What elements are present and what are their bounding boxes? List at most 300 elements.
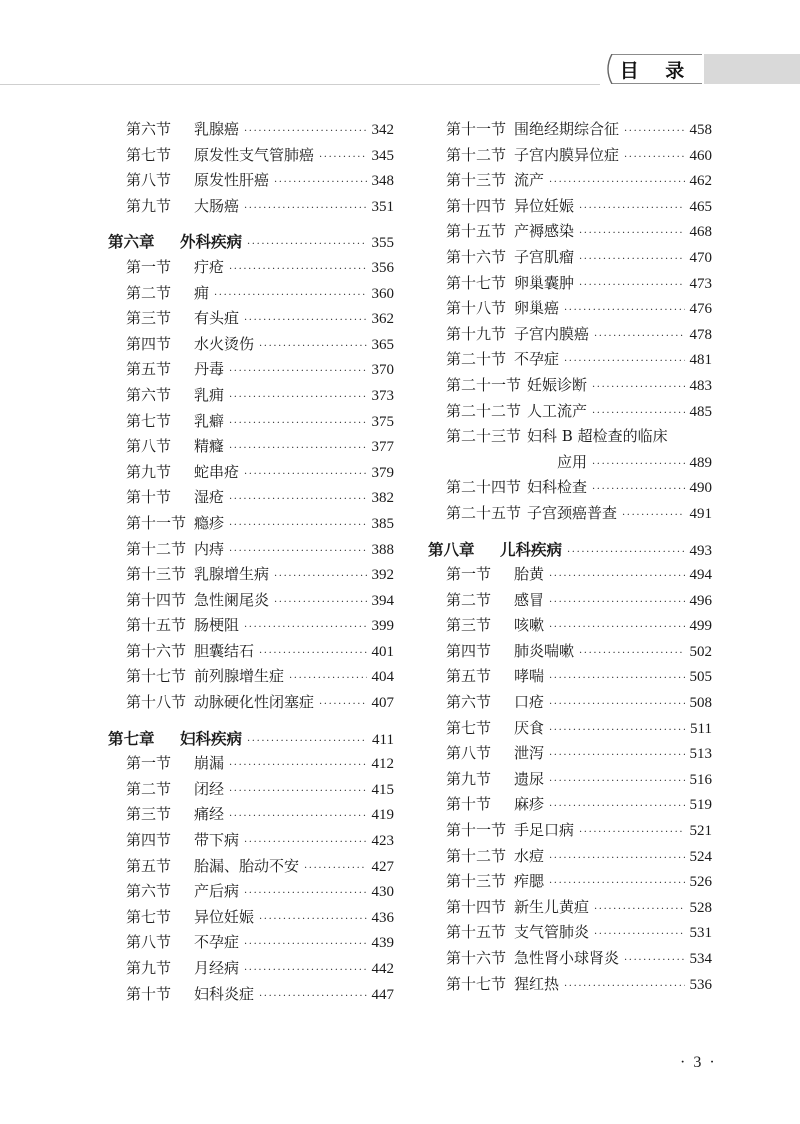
toc-entry-number: 第二十二节 bbox=[446, 401, 522, 420]
toc-entry-number: 第十六节 bbox=[446, 949, 507, 967]
toc-section-row[interactable] bbox=[108, 905, 394, 931]
toc-page-number: 427 bbox=[371, 858, 394, 875]
toc-entry-number: 第一节 bbox=[446, 565, 492, 584]
toc-section-row[interactable] bbox=[428, 869, 712, 895]
toc-page-number: 496 bbox=[689, 592, 712, 609]
toc-entry-title: 新生儿黄疸 bbox=[514, 897, 590, 916]
toc-entry-title: 儿科疾病 bbox=[500, 539, 563, 559]
toc-entry-title: 肺炎喘嗽 bbox=[514, 641, 575, 660]
toc-page-number: 401 bbox=[371, 643, 394, 660]
toc-entry-title: 异位妊娠 bbox=[194, 907, 255, 926]
toc-entry-title: 前列腺增生症 bbox=[194, 667, 285, 686]
toc-entry-number: 第九节 bbox=[126, 196, 172, 215]
toc-section-row[interactable] bbox=[108, 982, 394, 1008]
toc-entry-number: 第十节 bbox=[446, 795, 492, 814]
toc-dot-leader bbox=[259, 984, 366, 1010]
toc-dot-leader bbox=[274, 590, 366, 616]
toc-dot-leader bbox=[549, 743, 684, 769]
toc-entry-number: 第十二节 bbox=[446, 846, 507, 865]
toc-page-number: 351 bbox=[371, 198, 394, 215]
toc-entry-title: 咳嗽 bbox=[514, 616, 545, 635]
toc-entry-number: 第一节 bbox=[126, 754, 172, 773]
toc-page-number: 373 bbox=[371, 387, 394, 404]
toc-entry-number: 第六节 bbox=[126, 882, 172, 901]
toc-page-number: 511 bbox=[690, 720, 712, 737]
toc-entry-title: 泄泻 bbox=[514, 744, 545, 763]
toc-page-number: 423 bbox=[371, 833, 394, 850]
toc-entry-number: 第十七节 bbox=[126, 667, 187, 686]
toc-chapter-group bbox=[428, 537, 712, 998]
toc-page-number: 399 bbox=[371, 618, 394, 635]
toc-entry-number: 第十四节 bbox=[446, 897, 507, 916]
toc-entry-title: 不孕症 bbox=[194, 933, 240, 952]
toc-section-row[interactable] bbox=[108, 664, 394, 690]
toc-entry-number: 第七节 bbox=[126, 411, 172, 430]
toc-page-number: 534 bbox=[689, 951, 712, 967]
toc-page-number: 531 bbox=[689, 925, 712, 942]
toc-page-number: 483 bbox=[689, 377, 712, 394]
toc-page-number: 379 bbox=[371, 464, 394, 481]
header-gray-bar bbox=[704, 54, 800, 84]
toc-entry-number: 第十一节 bbox=[446, 120, 507, 138]
toc-dot-leader bbox=[244, 196, 366, 222]
toc-section-row[interactable] bbox=[428, 895, 712, 921]
toc-entry-number: 第十三节 bbox=[126, 565, 187, 584]
toc-entry-title: 带下病 bbox=[194, 831, 240, 850]
toc-section-row[interactable] bbox=[108, 879, 394, 905]
toc-entry-number: 第十四节 bbox=[126, 590, 187, 609]
toc-section-row[interactable] bbox=[428, 501, 712, 527]
toc-entry-title: 产褥感染 bbox=[514, 222, 575, 241]
toc-continuation-row[interactable] bbox=[428, 450, 712, 476]
toc-page-number: 348 bbox=[371, 173, 394, 190]
toc-dot-leader bbox=[549, 794, 684, 820]
toc-page-number: 519 bbox=[689, 797, 712, 814]
toc-entry-number: 第九节 bbox=[446, 769, 492, 788]
toc-page-number: 493 bbox=[689, 542, 712, 559]
toc-page-number: 355 bbox=[371, 235, 394, 252]
toc-section-row[interactable] bbox=[108, 485, 394, 511]
toc-section-row[interactable] bbox=[428, 399, 712, 425]
toc-section-row[interactable] bbox=[428, 373, 712, 399]
toc-entry-title: 遗尿 bbox=[514, 769, 545, 788]
toc-dot-leader bbox=[624, 948, 684, 974]
toc-entry-number: 第十六节 bbox=[446, 247, 507, 266]
toc-page-number: 412 bbox=[371, 756, 394, 773]
toc-dot-leader bbox=[247, 232, 366, 258]
toc-page-number: 468 bbox=[689, 224, 712, 241]
toc-entry-title: 痈 bbox=[194, 283, 210, 302]
toc-entry-number: 第十五节 bbox=[126, 616, 187, 635]
toc-section-row[interactable] bbox=[108, 854, 394, 880]
page-number: · 3 · bbox=[680, 1054, 717, 1071]
toc-dot-leader bbox=[549, 615, 684, 641]
toc-section-row[interactable] bbox=[428, 245, 712, 271]
toc-page-number: 508 bbox=[689, 695, 712, 712]
toc-section-row[interactable] bbox=[108, 956, 394, 982]
toc-page-number: 505 bbox=[689, 669, 712, 686]
toc-page-number: 478 bbox=[689, 326, 712, 343]
toc-entry-title: 痛经 bbox=[194, 805, 225, 824]
toc-page-number: 470 bbox=[689, 249, 712, 266]
toc-entry-title: 感冒 bbox=[514, 590, 545, 609]
toc-page-number: 388 bbox=[371, 541, 394, 558]
toc-section-row[interactable] bbox=[108, 802, 394, 828]
toc-dot-leader bbox=[247, 729, 367, 755]
toc-entry-number: 第六节 bbox=[446, 693, 492, 712]
toc-entry-title: 手足口病 bbox=[514, 821, 575, 840]
toc-section-row[interactable] bbox=[108, 777, 394, 803]
toc-page-number: 494 bbox=[689, 567, 712, 584]
toc-section-row[interactable] bbox=[428, 475, 712, 501]
toc-section-row[interactable] bbox=[428, 844, 712, 870]
toc-dot-leader bbox=[319, 692, 366, 718]
toc-dot-leader bbox=[244, 881, 366, 907]
toc-entry-title: 乳痈 bbox=[194, 385, 225, 404]
toc-section-row[interactable] bbox=[428, 219, 712, 245]
toc-entry-title: 水火烫伤 bbox=[194, 334, 255, 353]
toc-entry-title: 麻疹 bbox=[514, 795, 545, 814]
toc-entry-number: 第三节 bbox=[446, 616, 492, 635]
toc-entry-number: 第五节 bbox=[126, 856, 172, 875]
toc-section-row[interactable] bbox=[428, 296, 712, 322]
toc-entry-number: 第二十一节 bbox=[446, 375, 522, 394]
toc-page-number: 430 bbox=[371, 884, 394, 901]
toc-dot-leader bbox=[594, 897, 684, 923]
toc-page-number: 392 bbox=[371, 567, 394, 584]
toc-entry-number: 第二十节 bbox=[446, 350, 507, 369]
header-title: 目 录 bbox=[619, 59, 695, 82]
toc-section-row[interactable] bbox=[428, 767, 712, 793]
toc-entry-title: 异位妊娠 bbox=[514, 196, 575, 215]
toc-page-number: 404 bbox=[371, 669, 394, 686]
toc-section-row[interactable] bbox=[428, 792, 712, 818]
toc-section-row[interactable] bbox=[428, 117, 712, 143]
toc-section-row[interactable] bbox=[108, 383, 394, 409]
toc-entry-number: 第十三节 bbox=[446, 872, 507, 891]
toc-entry-number: 第十节 bbox=[126, 984, 172, 1003]
toc-entry-number: 第十八节 bbox=[446, 299, 507, 318]
toc-chapter-row[interactable] bbox=[108, 726, 394, 752]
toc-entry-number: 第六节 bbox=[126, 120, 172, 138]
toc-section-row[interactable] bbox=[108, 460, 394, 486]
toc-dot-leader bbox=[549, 564, 684, 590]
toc-dot-leader bbox=[244, 119, 366, 145]
toc-page-number: 345 bbox=[371, 147, 394, 164]
toc-page-number: 356 bbox=[371, 259, 394, 276]
toc-dot-leader bbox=[229, 487, 366, 513]
toc-section-row[interactable] bbox=[428, 741, 712, 767]
toc-section-row[interactable] bbox=[108, 332, 394, 358]
toc-entry-number: 第十五节 bbox=[446, 222, 507, 241]
toc-section-row[interactable] bbox=[108, 117, 394, 143]
toc-section-row[interactable] bbox=[428, 664, 712, 690]
toc-entry-number: 第十八节 bbox=[126, 693, 187, 712]
toc-entry-title: 内痔 bbox=[194, 539, 225, 558]
toc-page-number: 362 bbox=[371, 311, 394, 328]
toc-section-row[interactable] bbox=[428, 322, 712, 348]
toc-entry-title: 精癃 bbox=[194, 437, 225, 456]
toc-dot-leader bbox=[229, 753, 366, 779]
toc-section-row[interactable] bbox=[108, 306, 394, 332]
toc-entry-number: 第十二节 bbox=[446, 145, 507, 164]
toc-entry-number: 第四节 bbox=[126, 334, 172, 353]
toc-dot-leader bbox=[564, 349, 684, 375]
toc-entry-number: 第八节 bbox=[446, 744, 492, 763]
toc-entry-title: 支气管肺炎 bbox=[514, 923, 590, 942]
toc-dot-leader bbox=[624, 119, 684, 145]
toc-page-number: 524 bbox=[689, 848, 712, 865]
toc-section-row[interactable] bbox=[428, 168, 712, 194]
toc-chapter-group bbox=[428, 117, 712, 527]
toc-dot-leader bbox=[592, 401, 684, 427]
toc-page-number: 528 bbox=[689, 899, 712, 916]
toc-entry-title: 应用 bbox=[557, 452, 588, 471]
toc-entry-number: 第二节 bbox=[126, 283, 172, 302]
toc-entry-number: 第十九节 bbox=[446, 324, 507, 343]
toc-page-number: 481 bbox=[689, 352, 712, 369]
toc-entry-title: 妇科炎症 bbox=[194, 984, 255, 1003]
toc-section-row[interactable] bbox=[108, 434, 394, 460]
toc-entry-title: 不孕症 bbox=[514, 350, 560, 369]
toc-page-number: 365 bbox=[371, 336, 394, 353]
toc-section-row[interactable] bbox=[428, 562, 712, 588]
toc-section-row[interactable] bbox=[428, 143, 712, 169]
toc-entry-number: 第三节 bbox=[126, 805, 172, 824]
toc-entry-number: 第八节 bbox=[126, 171, 172, 190]
toc-dot-leader bbox=[229, 411, 366, 437]
toc-page-number: 385 bbox=[371, 515, 394, 532]
toc-page-number: 394 bbox=[371, 592, 394, 609]
toc-entry-title: 子宫肌瘤 bbox=[514, 247, 575, 266]
toc-dot-leader bbox=[579, 221, 684, 247]
toc-section-row[interactable] bbox=[108, 613, 394, 639]
toc-entry-title: 哮喘 bbox=[514, 667, 545, 686]
toc-chapter-group bbox=[108, 117, 394, 219]
toc-entry-number: 第五节 bbox=[126, 360, 172, 379]
header-rule bbox=[0, 54, 600, 85]
toc-entry-number: 第二节 bbox=[126, 779, 172, 798]
toc-entry-number: 第十六节 bbox=[126, 641, 187, 660]
toc-section-row[interactable] bbox=[108, 588, 394, 614]
toc-section-row[interactable] bbox=[108, 255, 394, 281]
toc-section-row[interactable] bbox=[108, 537, 394, 563]
toc-dot-leader bbox=[229, 436, 366, 462]
toc-entry-number: 第十一节 bbox=[446, 821, 507, 840]
toc-entry-title: 厌食 bbox=[514, 718, 545, 737]
toc-section-row[interactable] bbox=[108, 143, 394, 169]
toc-entry-title: 崩漏 bbox=[194, 754, 225, 773]
toc-section-row[interactable] bbox=[428, 588, 712, 614]
toc-entry-number: 第七节 bbox=[126, 907, 172, 926]
toc-page-number: 490 bbox=[689, 480, 712, 497]
toc-entry-title: 卵巢癌 bbox=[514, 299, 560, 318]
toc-entry-number: 第九节 bbox=[126, 462, 172, 481]
toc-page-number: 476 bbox=[689, 301, 712, 318]
toc-dot-leader bbox=[319, 145, 366, 171]
toc-entry-number: 第四节 bbox=[446, 641, 492, 660]
toc-entry-title: 妇科疾病 bbox=[180, 728, 243, 748]
toc-page-number: 485 bbox=[689, 403, 712, 420]
toc-entry-title: 湿疮 bbox=[194, 488, 225, 507]
toc-section-row[interactable] bbox=[108, 409, 394, 435]
toc-section-row[interactable] bbox=[428, 920, 712, 946]
toc-page-number: 536 bbox=[689, 976, 712, 993]
toc-page-number: 465 bbox=[689, 198, 712, 215]
toc-page-number: 460 bbox=[689, 147, 712, 164]
toc-page-number: 458 bbox=[689, 122, 712, 138]
toc-dot-leader bbox=[244, 308, 366, 334]
toc-section-row[interactable] bbox=[108, 194, 394, 220]
toc-dot-leader bbox=[549, 692, 684, 718]
toc-entry-number: 第九节 bbox=[126, 959, 172, 977]
toc-dot-leader bbox=[592, 375, 684, 401]
toc-entry-title: 原发性支气管肺癌 bbox=[194, 145, 315, 164]
toc-page-number: 419 bbox=[371, 807, 394, 824]
toc-page-number: 377 bbox=[371, 439, 394, 456]
toc-section-row[interactable] bbox=[428, 271, 712, 297]
toc-dot-leader bbox=[244, 615, 366, 641]
toc-dot-leader bbox=[594, 922, 684, 948]
toc-section-row[interactable] bbox=[428, 347, 712, 373]
toc-entry-title: 外科疾病 bbox=[180, 232, 243, 252]
toc-entry-number: 第十三节 bbox=[446, 171, 507, 190]
toc-page-number: 526 bbox=[689, 874, 712, 891]
toc-entry-title: 围绝经期综合征 bbox=[514, 120, 620, 138]
toc-entry-number: 第六章 bbox=[108, 232, 155, 252]
toc-dot-leader bbox=[564, 298, 684, 324]
toc-section-row[interactable] bbox=[428, 613, 712, 639]
toc-dot-leader bbox=[259, 907, 366, 933]
toc-dot-leader bbox=[229, 513, 366, 539]
toc-section-row[interactable] bbox=[108, 930, 394, 956]
toc-page-number: 415 bbox=[371, 781, 394, 798]
toc-entry-number: 第十节 bbox=[126, 488, 172, 507]
toc-section-row[interactable] bbox=[428, 194, 712, 220]
toc-page-number: 473 bbox=[689, 275, 712, 292]
toc-dot-leader bbox=[229, 385, 366, 411]
toc-dot-leader bbox=[579, 273, 684, 299]
toc-section-row[interactable] bbox=[108, 639, 394, 665]
toc-section-row[interactable] bbox=[428, 639, 712, 665]
toc-chapter-row[interactable] bbox=[108, 229, 394, 255]
toc-dot-leader bbox=[229, 779, 366, 805]
toc-entry-title: 蛇串疮 bbox=[194, 462, 240, 481]
toc-entry-number: 第四节 bbox=[126, 831, 172, 850]
toc-entry-title: 流产 bbox=[514, 171, 545, 190]
toc-entry-number: 第十五节 bbox=[446, 923, 507, 942]
toc-entry-title: 乳腺癌 bbox=[194, 120, 240, 138]
toc-section-row[interactable] bbox=[428, 690, 712, 716]
toc-entry-number: 第七节 bbox=[126, 145, 172, 164]
toc-section-row[interactable] bbox=[108, 281, 394, 307]
toc-page-number: 462 bbox=[689, 173, 712, 190]
toc-section-row[interactable] bbox=[428, 946, 712, 972]
toc-entry-title: 子宫内膜癌 bbox=[514, 324, 590, 343]
toc-dot-leader bbox=[214, 283, 366, 309]
toc-page-number: 502 bbox=[689, 643, 712, 660]
toc-section-row[interactable] bbox=[108, 511, 394, 537]
toc-section-row[interactable] bbox=[108, 828, 394, 854]
toc-entry-title: 子宫内膜异位症 bbox=[514, 145, 620, 164]
toc-page-number: 513 bbox=[689, 746, 712, 763]
toc-entry-title: 瘾疹 bbox=[194, 513, 225, 532]
toc-entry-title: 急性阑尾炎 bbox=[194, 590, 270, 609]
toc-entry-title: 子宫颈癌普查 bbox=[527, 503, 618, 522]
toc-page-number: 447 bbox=[371, 986, 394, 1003]
toc-page-number: 375 bbox=[371, 413, 394, 430]
toc-section-row[interactable] bbox=[108, 562, 394, 588]
toc-entry-title: 急性肾小球肾炎 bbox=[514, 949, 620, 967]
toc-entry-title: 妊娠诊断 bbox=[527, 375, 588, 394]
toc-entry-number: 第八章 bbox=[428, 539, 475, 559]
toc-entry-title: 妇科 B 超检查的临床 bbox=[527, 427, 668, 446]
toc-chapter-group bbox=[108, 726, 394, 1008]
toc-dot-leader bbox=[579, 247, 684, 273]
toc-page-number: 439 bbox=[371, 935, 394, 952]
toc-entry-title: 闭经 bbox=[194, 779, 225, 798]
toc-entry-title: 痄腮 bbox=[514, 872, 545, 891]
toc-dot-leader bbox=[274, 564, 366, 590]
toc-section-row[interactable] bbox=[428, 424, 712, 450]
toc-entry-number: 第八节 bbox=[126, 437, 172, 456]
toc-dot-leader bbox=[592, 452, 684, 478]
toc-page-number: 521 bbox=[689, 823, 712, 840]
toc-section-row[interactable] bbox=[108, 168, 394, 194]
toc-entry-title: 胆囊结石 bbox=[194, 641, 255, 660]
toc-section-row[interactable] bbox=[108, 357, 394, 383]
toc-dot-leader bbox=[579, 196, 684, 222]
toc-entry-title: 大肠癌 bbox=[194, 196, 240, 215]
toc-entry-number: 第三节 bbox=[126, 309, 172, 328]
toc-entry-title: 胎黄 bbox=[514, 565, 545, 584]
toc-page-number: 499 bbox=[689, 618, 712, 635]
toc-entry-title: 有头疽 bbox=[194, 309, 240, 328]
toc-dot-leader bbox=[549, 170, 684, 196]
toc-dot-leader bbox=[244, 830, 366, 856]
toc-entry-title: 丹毒 bbox=[194, 360, 225, 379]
toc-entry-number: 第五节 bbox=[446, 667, 492, 686]
toc-page-number: 516 bbox=[689, 771, 712, 788]
toc-entry-number: 第七章 bbox=[108, 728, 155, 748]
toc-page-number: 382 bbox=[371, 490, 394, 507]
toc-section-row[interactable] bbox=[428, 818, 712, 844]
toc-page-number: 436 bbox=[371, 909, 394, 926]
toc-entry-number: 第二十五节 bbox=[446, 503, 522, 522]
toc-entry-title: 水痘 bbox=[514, 846, 545, 865]
toc-chapter-row[interactable] bbox=[428, 537, 712, 563]
toc-page-number: 489 bbox=[689, 454, 712, 471]
toc-entry-title: 人工流产 bbox=[527, 401, 588, 420]
toc-entry-title: 乳癖 bbox=[194, 411, 225, 430]
toc-entry-title: 疔疮 bbox=[194, 257, 225, 276]
toc-section-row[interactable] bbox=[108, 690, 394, 716]
toc-page-number: 411 bbox=[372, 731, 394, 748]
toc-entry-title: 猩红热 bbox=[514, 974, 560, 993]
toc-section-row[interactable] bbox=[108, 751, 394, 777]
toc-entry-number: 第十一节 bbox=[126, 513, 187, 532]
toc-dot-leader bbox=[229, 359, 366, 385]
toc-dot-leader bbox=[549, 666, 684, 692]
toc-dot-leader bbox=[564, 974, 684, 1000]
toc-dot-leader bbox=[229, 804, 366, 830]
toc-section-row[interactable] bbox=[428, 716, 712, 742]
header-tab bbox=[604, 54, 702, 84]
toc-section-row[interactable] bbox=[428, 972, 712, 998]
toc-entry-title: 动脉硬化性闭塞症 bbox=[194, 693, 315, 712]
toc-entry-title: 产后病 bbox=[194, 882, 240, 901]
toc-dot-leader bbox=[549, 718, 685, 744]
